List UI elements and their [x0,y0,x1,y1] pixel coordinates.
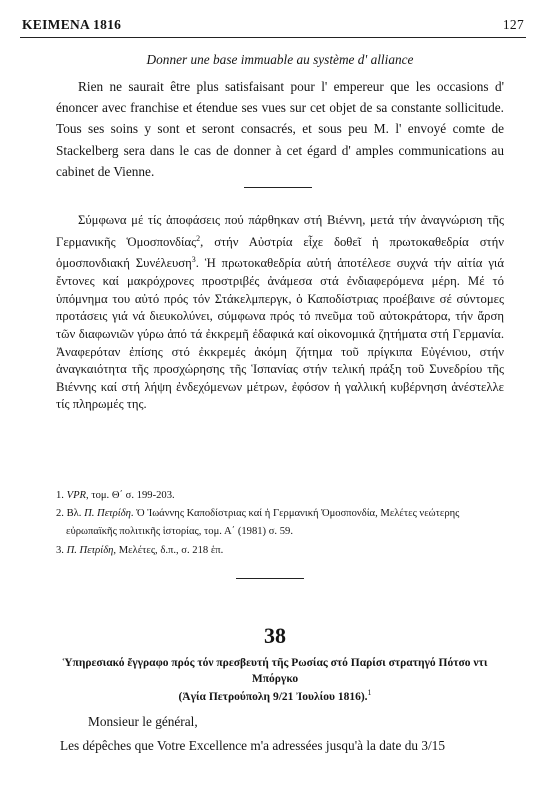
page-number: 127 [502,17,524,32]
footnote-author: VPR [66,490,87,501]
footnote-text: . Ὁ Ἰωάννης Καποδίστριας καί ἡ Γερμανική Ὁμοσπονδία, Μελέτες νεώτερης εὐρωπαϊκῆς πολιτικῆς ἱστορίας, τομ. Α΄ (1981) σ. 59. [66,508,460,538]
footnote-ref: 2 [196,233,201,243]
running-header [22,17,524,35]
footnote-ref: 1 [367,688,372,697]
french-paragraph: Rien ne saurait être plus satisfaisant pour l' empereur que les occasions d' énoncer avec franchise et étendue ses vues sur cet objet de sa constante sollicitude. Tous ses soins y sont et seront consacrés, et sous peu M. l' envoyé comte de Stackelberg sera dans le cas de donner à cet égard d' amples communications au cabinet de Vienne. [56,79,504,179]
header-rule [20,37,526,38]
document-title: Ὑπηρεσιακό ἔγγραφο πρός τόν πρεσβευτή τῆς Ρωσίας στό Παρίσι στρατηγό Πότσο ντι Μπόργκο [62,657,488,686]
footnote-ref: 3 [191,255,196,265]
salutation: Monsieur le général, [88,714,198,729]
greek-text-part: . Ἡ πρωτοκαθεδρία αὐτή ἀποτέλεσε συχνά τήν αἰτία γιά ἔντονες καί μακρόχρονες προστριβές ἀνάμεσα στά ἐνδιαφερόμενα μέρη. Μέ τό ὑπόμνημα του αὐτό πρός τόν Στάκελμπεργκ, ὁ Καποδίστριας προέβαινε σέ σύντομες προτάσεις γιά νά διευκολύνει, σύμφωνα πρός τό πνεῦμα τοῦ αὐτοκράτορα, τήν ἄρση τῶν διαφωνιῶν γύρω ἀπό τά ἐκκρεμῆ ἐδαφικά καί οἰκονομικά ζητήματα στή Γερμανία. Ἀναφερόταν ἐπίσης στό ἐκκρεμές ἀκόμη ζήτημα τοῦ πρίγκιπα Εὐγένιου, στήν ἀναγκαιότητα τῆς προσχώρησης τῆς Ἱσπανίας στήν τελική πράξη τοῦ Συνεδρίου τῆς Βιέννης καί στή λήψη ἐνδεχόμενων μέτρων, ἐφόσον ἡ γαλλική κυβέρνηση ἀνέστελλε τίς πληρωμές της. [56,256,504,412]
footnote-text: , τομ. Θ΄ σ. 199-203. [86,490,175,501]
footnote-author: Π. Πετρίδη [66,544,114,556]
footnote [56,487,504,505]
footnote-number: 2. [56,508,64,520]
running-title: ΚΕΙΜΕΝΑ 1816 [22,17,122,32]
footnote-number: 3. [56,544,64,556]
footnote-author: Π. Πετρίδη [84,508,131,520]
separator-rule [236,578,304,579]
footnote [56,505,504,541]
date-text: (Ἁγία Πετρούπολη 9/21 Ἰουλίου 1816). [178,690,368,703]
document-number: 38 [264,623,286,648]
document-date [40,688,510,703]
footnote-number: 1. [56,490,64,501]
footnotes [56,487,504,560]
separator-rule [244,187,312,188]
footnote-text: Βλ. [66,508,85,520]
greek-commentary-paragraph [56,212,504,414]
section-heading: Donner une base immuable au système d' alliance [146,52,414,67]
footnote-text: , Μελέτες, δ.π., σ. 218 ἑπ. [113,544,224,556]
greek-text-part: , στήν Αὐστρία εἶχε δοθεῖ ἡ πρωτοκαθεδρία στήν ὁμοσπονδιακή Συνέλευση [56,234,505,271]
footnote [56,542,504,560]
greek-text-part: Σύμφωνα μέ τίς ἀποφάσεις πού πάρθηκαν στή Βιέννη, μετά τήν ἀναγνώριση τῆς Γερμανικῆς Ὁμοσπονδίας [56,213,504,249]
letter-first-line: Les dépêches que Votre Excellence m'a adressées jusqu'à la date du 3/15 [60,738,445,753]
